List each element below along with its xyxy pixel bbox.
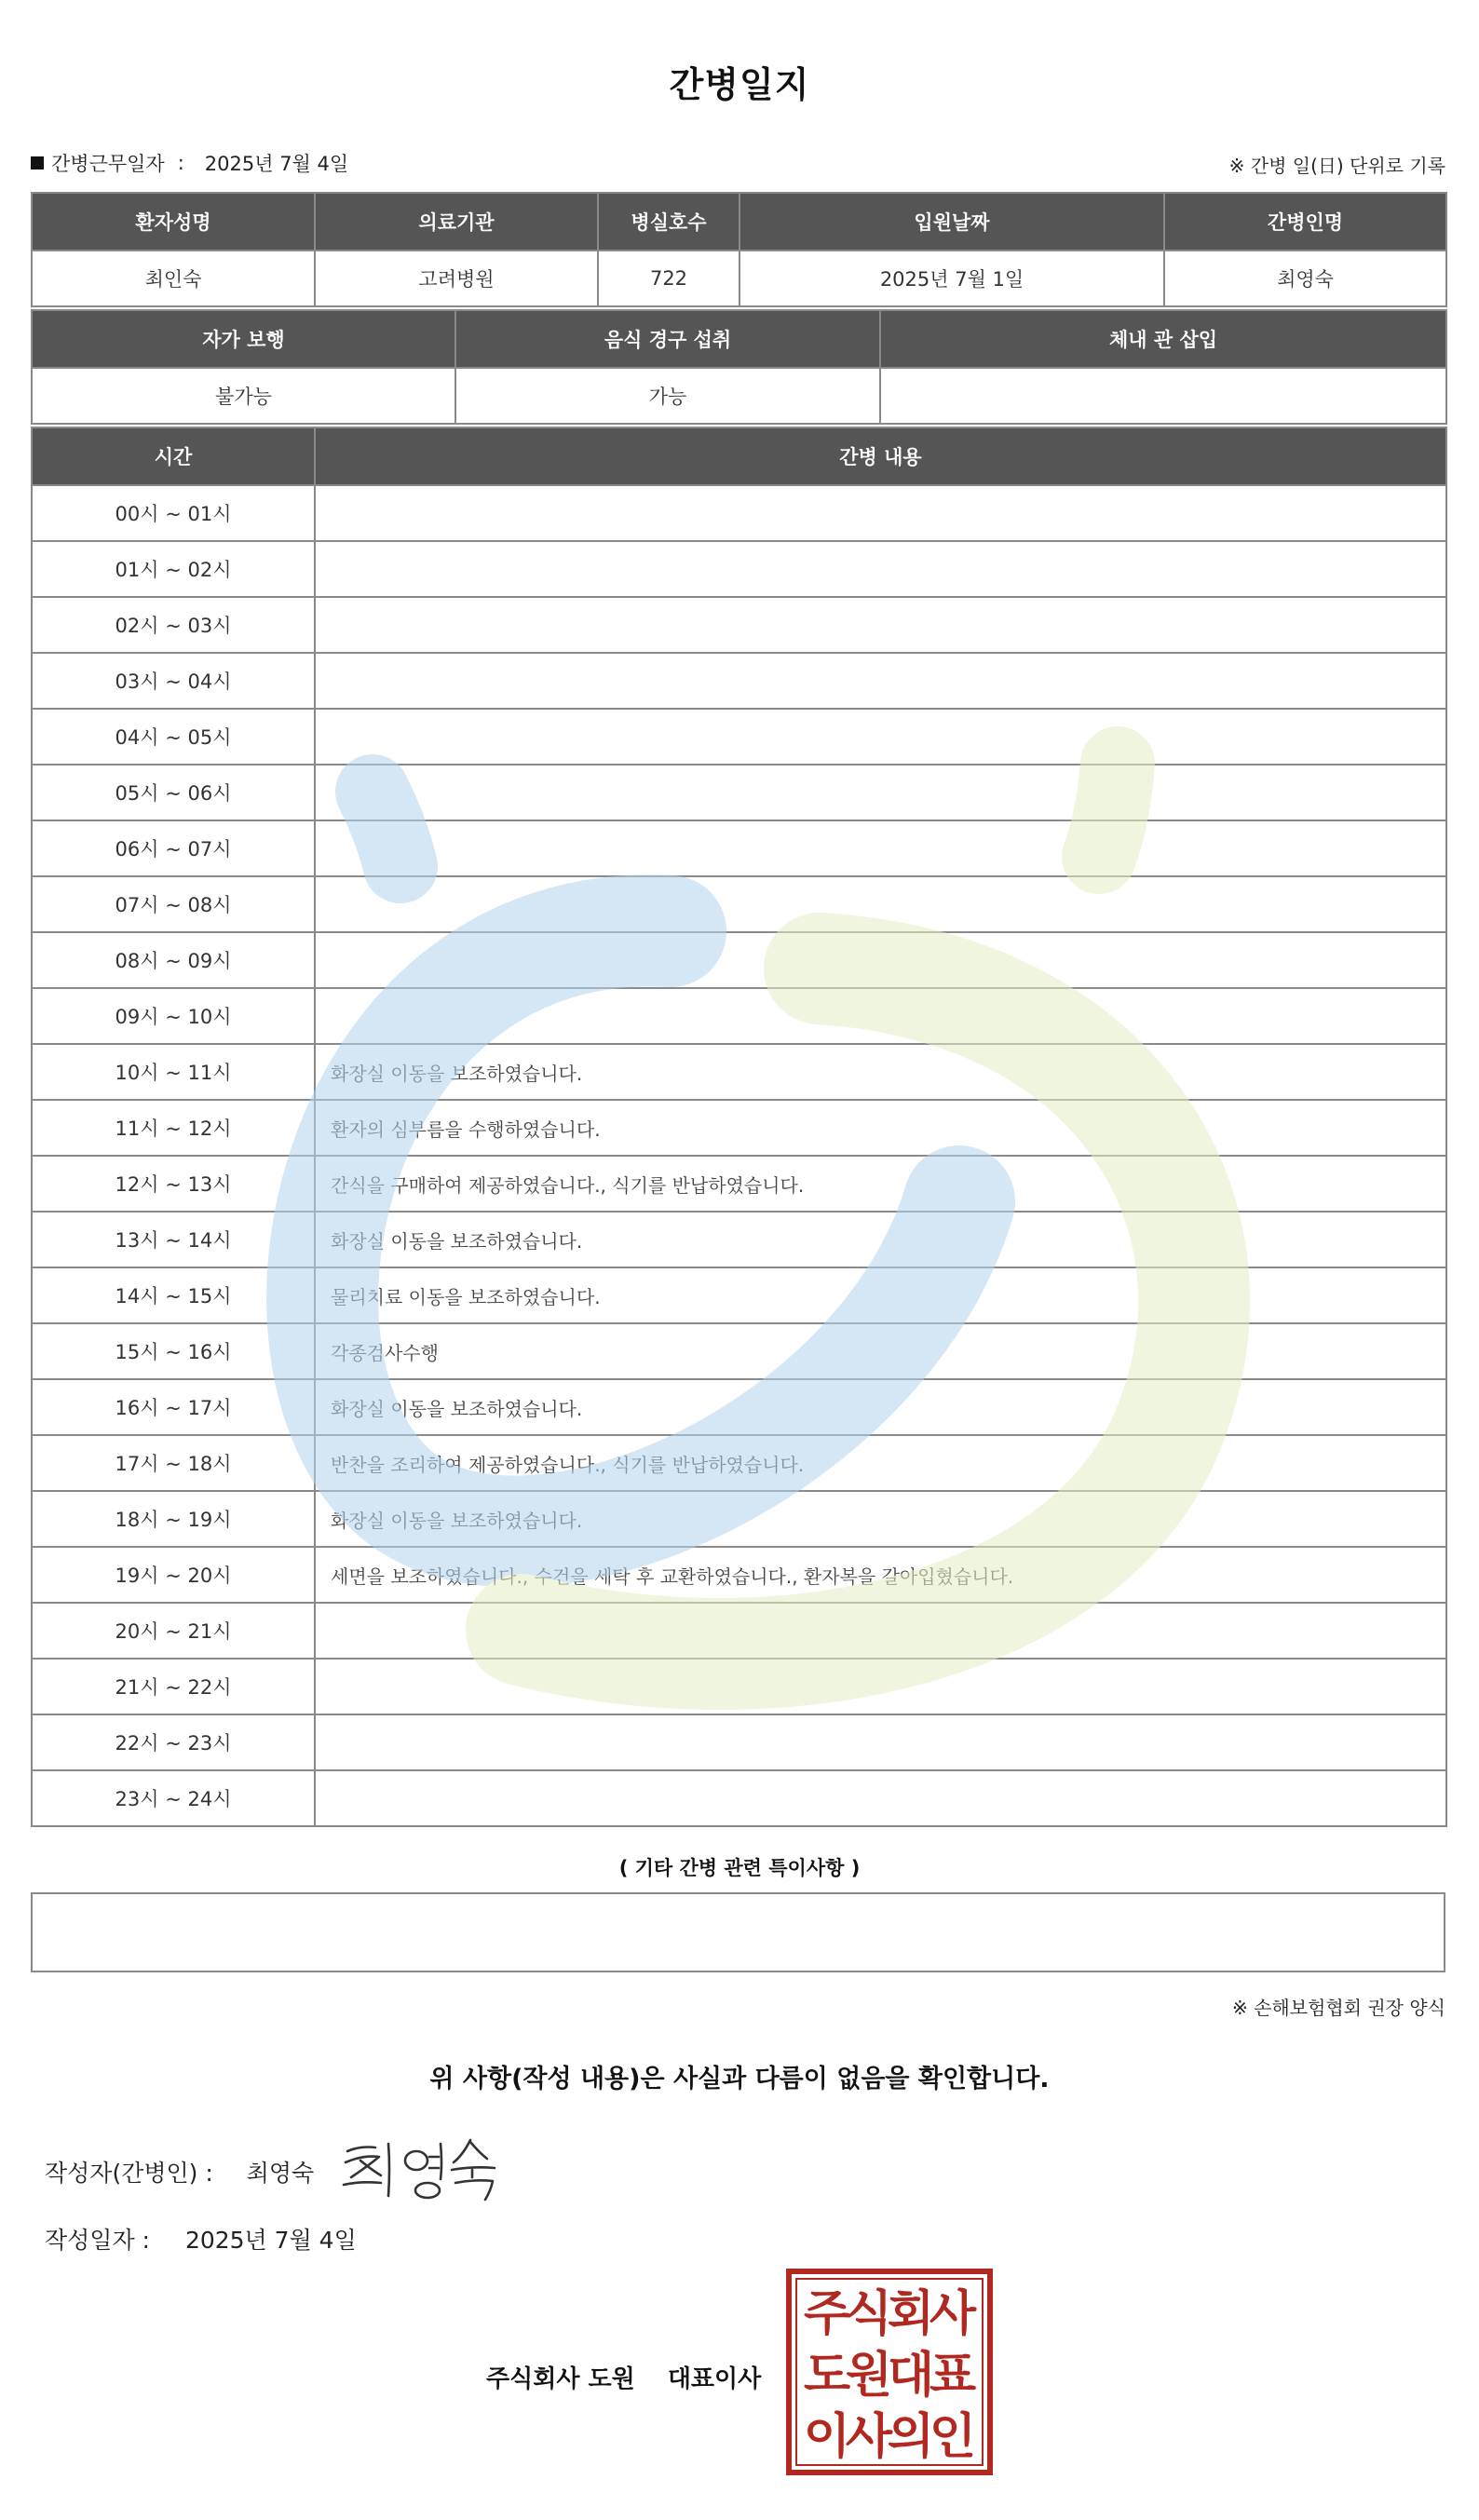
care-log-time: 13시 ~ 14시 bbox=[32, 1212, 315, 1267]
special-notes-box bbox=[31, 1892, 1445, 1972]
seal-character: 원 bbox=[845, 2348, 893, 2404]
seal-character: 이 bbox=[803, 2409, 851, 2465]
care-log-row bbox=[32, 1379, 1446, 1435]
write-date-line bbox=[45, 2222, 357, 2256]
care-log-time: 04시 ~ 05시 bbox=[32, 709, 315, 765]
seal-character: 사 bbox=[929, 2286, 977, 2342]
seal-character: 식 bbox=[845, 2286, 893, 2342]
care-log-content bbox=[315, 932, 1446, 988]
care-log-content: 간식을 구매하여 제공하였습니다., 식기를 반납하였습니다. bbox=[315, 1156, 1446, 1212]
writer-line bbox=[45, 2155, 314, 2188]
company-name: 주식회사 도원 bbox=[486, 2365, 635, 2393]
care-log-row bbox=[32, 1491, 1446, 1547]
care-log-time: 21시 ~ 22시 bbox=[32, 1659, 315, 1714]
care-log-header-row bbox=[32, 427, 1446, 485]
care-log-row bbox=[32, 485, 1446, 541]
care-log-content: 각종검사수행 bbox=[315, 1323, 1446, 1379]
care-log-row bbox=[32, 1156, 1446, 1212]
care-log-row bbox=[32, 709, 1446, 765]
care-log-time: 11시 ~ 12시 bbox=[32, 1100, 315, 1156]
care-log-row bbox=[32, 765, 1446, 820]
care-log-row bbox=[32, 1212, 1446, 1267]
seal-character: 도 bbox=[803, 2348, 851, 2404]
care-log-row bbox=[32, 932, 1446, 988]
care-log-content: 화장실 이동을 보조하였습니다. bbox=[315, 1491, 1446, 1547]
care-log-content: 반찬을 조리하여 제공하였습니다., 식기를 반납하였습니다. bbox=[315, 1435, 1446, 1491]
care-log-time: 03시 ~ 04시 bbox=[32, 653, 315, 709]
seal-character: 의 bbox=[887, 2409, 935, 2465]
care-log-row bbox=[32, 1323, 1446, 1379]
care-log-content bbox=[315, 653, 1446, 709]
header-self-walking: 자가 보행 bbox=[32, 310, 455, 368]
care-log-time: 00시 ~ 01시 bbox=[32, 485, 315, 541]
care-log-time: 01시 ~ 02시 bbox=[32, 541, 315, 597]
seal-character: 표 bbox=[929, 2348, 977, 2404]
care-log-content bbox=[315, 820, 1446, 876]
write-date-value: 2025년 7월 4일 bbox=[184, 2227, 357, 2254]
tube-insertion-value bbox=[880, 368, 1446, 424]
care-log-time: 20시 ~ 21시 bbox=[32, 1603, 315, 1659]
care-log-content: 물리치료 이동을 보조하였습니다. bbox=[315, 1267, 1446, 1323]
header-admission-date: 입원날짜 bbox=[740, 193, 1164, 251]
company-line bbox=[486, 2360, 761, 2394]
room-number: 722 bbox=[598, 251, 740, 306]
care-log-content bbox=[315, 1714, 1446, 1770]
patient-status-header-row bbox=[32, 310, 1446, 368]
recommended-form-note: ※ 손해보험협회 권장 양식 bbox=[1231, 1997, 1445, 2019]
care-log-row bbox=[32, 597, 1446, 653]
writer-label: 작성자(간병인) : bbox=[45, 2160, 213, 2187]
care-log-time: 17시 ~ 18시 bbox=[32, 1435, 315, 1491]
care-log-row bbox=[32, 1100, 1446, 1156]
header-oral-intake: 음식 경구 섭취 bbox=[455, 310, 880, 368]
seal-character: 회 bbox=[887, 2286, 935, 2342]
care-log-time: 15시 ~ 16시 bbox=[32, 1323, 315, 1379]
care-log-content bbox=[315, 709, 1446, 765]
writer-name: 최영숙 bbox=[246, 2160, 315, 2187]
patient-status-value-row bbox=[32, 368, 1446, 424]
care-log-time: 10시 ~ 11시 bbox=[32, 1044, 315, 1100]
care-log-time: 05시 ~ 06시 bbox=[32, 765, 315, 820]
care-log-row bbox=[32, 1603, 1446, 1659]
patient-name: 최인숙 bbox=[32, 251, 315, 306]
document-title: 간병일지 bbox=[669, 64, 810, 105]
care-log-content: 화장실 이동을 보조하였습니다. bbox=[315, 1044, 1446, 1100]
care-log-row bbox=[32, 653, 1446, 709]
care-log-table bbox=[31, 427, 1447, 1827]
care-log-content bbox=[315, 541, 1446, 597]
admission-date: 2025년 7월 1일 bbox=[740, 251, 1164, 306]
care-log-row bbox=[32, 541, 1446, 597]
care-log-time: 09시 ~ 10시 bbox=[32, 988, 315, 1044]
work-date-value: 2025년 7월 4일 bbox=[204, 153, 349, 175]
care-log-time: 18시 ~ 19시 bbox=[32, 1491, 315, 1547]
care-log-body bbox=[32, 485, 1446, 1826]
representative-title: 대표이사 bbox=[667, 2365, 762, 2393]
care-log-row bbox=[32, 1044, 1446, 1100]
handwritten-signature bbox=[340, 2131, 526, 2205]
header-caregiver-name: 간병인명 bbox=[1164, 193, 1446, 251]
care-log-row bbox=[32, 988, 1446, 1044]
patient-status-table bbox=[31, 309, 1447, 425]
care-log-time: 19시 ~ 20시 bbox=[32, 1547, 315, 1603]
care-log-time: 12시 ~ 13시 bbox=[32, 1156, 315, 1212]
care-log-content bbox=[315, 876, 1446, 932]
header-care-content: 간병 내용 bbox=[315, 427, 1446, 485]
hospital-name: 고려병원 bbox=[315, 251, 598, 306]
work-date-separator: : bbox=[177, 152, 184, 174]
care-log-time: 07시 ~ 08시 bbox=[32, 876, 315, 932]
care-log-row bbox=[32, 876, 1446, 932]
care-log-time: 22시 ~ 23시 bbox=[32, 1714, 315, 1770]
header-room-number: 병실호수 bbox=[598, 193, 740, 251]
work-date-label: 간병근무일자 bbox=[51, 153, 165, 175]
header-tube-insertion: 체내 관 삽입 bbox=[880, 310, 1446, 368]
care-log-row bbox=[32, 1714, 1446, 1770]
care-log-time: 23시 ~ 24시 bbox=[32, 1770, 315, 1826]
header-hospital: 의료기관 bbox=[315, 193, 598, 251]
header-patient-name: 환자성명 bbox=[32, 193, 315, 251]
self-walking-value: 불가능 bbox=[32, 368, 455, 424]
care-log-content bbox=[315, 1603, 1446, 1659]
care-log-row bbox=[32, 820, 1446, 876]
care-log-content bbox=[315, 765, 1446, 820]
care-log-content bbox=[315, 485, 1446, 541]
square-bullet-icon bbox=[31, 156, 44, 169]
patient-info-table bbox=[31, 192, 1447, 307]
company-seal-stamp bbox=[786, 2269, 993, 2475]
care-log-content bbox=[315, 1770, 1446, 1826]
work-date-line bbox=[31, 149, 348, 177]
care-log-content: 화장실 이동을 보조하였습니다. bbox=[315, 1212, 1446, 1267]
header-time: 시간 bbox=[32, 427, 315, 485]
daily-record-note: ※ 간병 일(日) 단위로 기록 bbox=[1228, 155, 1445, 177]
care-log-row bbox=[32, 1659, 1446, 1714]
care-log-content: 환자의 심부름을 수행하였습니다. bbox=[315, 1100, 1446, 1156]
care-log-row bbox=[32, 1267, 1446, 1323]
care-log-time: 06시 ~ 07시 bbox=[32, 820, 315, 876]
oral-intake-value: 가능 bbox=[455, 368, 880, 424]
care-log-row bbox=[32, 1770, 1446, 1826]
care-log-row bbox=[32, 1435, 1446, 1491]
seal-character: 대 bbox=[887, 2348, 935, 2404]
seal-character: 사 bbox=[845, 2409, 893, 2465]
care-log-content bbox=[315, 597, 1446, 653]
special-notes-heading: ( 기타 간병 관련 특이사항 ) bbox=[618, 1857, 861, 1879]
care-log-time: 08시 ~ 09시 bbox=[32, 932, 315, 988]
care-log-time: 16시 ~ 17시 bbox=[32, 1379, 315, 1435]
write-date-label: 작성일자 : bbox=[45, 2227, 150, 2254]
patient-info-value-row bbox=[32, 251, 1446, 306]
care-log-content bbox=[315, 988, 1446, 1044]
care-log-content: 세면을 보조하였습니다., 수건을 세탁 후 교환하였습니다., 환자복을 갈아입혔습니다. bbox=[315, 1547, 1446, 1603]
care-log-content: 화장실 이동을 보조하였습니다. bbox=[315, 1379, 1446, 1435]
seal-character: 인 bbox=[929, 2409, 977, 2465]
caregiver-name: 최영숙 bbox=[1164, 251, 1446, 306]
care-log-time: 02시 ~ 03시 bbox=[32, 597, 315, 653]
care-log-row bbox=[32, 1547, 1446, 1603]
patient-info-header-row bbox=[32, 193, 1446, 251]
care-log-time: 14시 ~ 15시 bbox=[32, 1267, 315, 1323]
seal-character: 주 bbox=[803, 2286, 851, 2342]
confirmation-statement: 위 사항(작성 내용)은 사실과 다름이 없음을 확인합니다. bbox=[429, 2065, 1050, 2093]
care-log-content bbox=[315, 1659, 1446, 1714]
